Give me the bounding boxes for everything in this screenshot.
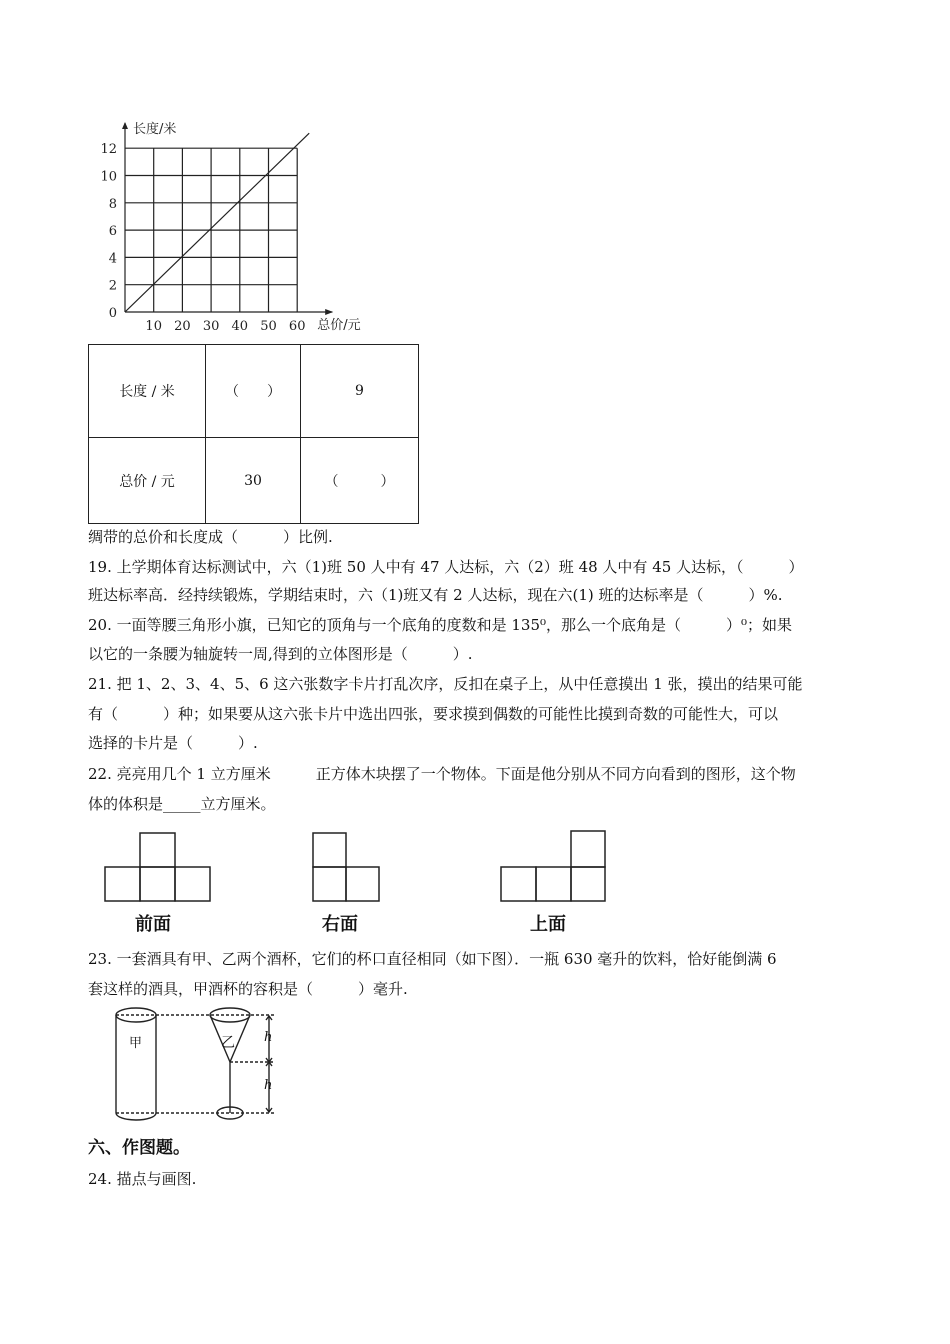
- x-tick-label: 40: [231, 319, 249, 334]
- height-label: h: [264, 1030, 273, 1045]
- table-head-length: 长度 / 米: [89, 345, 206, 438]
- three-view-figures: [0, 825, 950, 910]
- view-label-front: 前面: [135, 914, 171, 935]
- q19-line2: 班达标率高．经持续锻炼，学期结束时，六（1)班又有 2 人达标，现在六(1) 班的达标率是（ ）%.: [88, 586, 783, 604]
- y-tick-label: 0: [108, 306, 117, 321]
- q23-line1: 23. 一套酒具有甲、乙两个酒杯，它们的杯口直径相同（如下图）．一瓶 630 毫升的饮料，恰好能倒满 6: [88, 950, 777, 968]
- table-head-price: 总价 / 元: [89, 438, 206, 524]
- q20-line1: 20. 一面等腰三角形小旗，已知它的顶角与一个底角的度数和是 135⁰，那么一个底角是（ ）⁰；如果: [88, 616, 793, 634]
- q22-line2: 体的体积是_____立方厘米。: [88, 795, 276, 813]
- price-length-graph: [95, 115, 385, 340]
- q21-line1: 21. 把 1、2、3、4、5、6 这六张数字卡片打乱次序，反扣在桌子上，从中任意摸出 1 张，摸出的结果可能: [88, 675, 803, 693]
- q22-line1: 22. 亮亮用几个 1 立方厘米 正方体木块摆了一个物体。下面是他分别从不同方向看到的图形，这个物: [88, 765, 796, 783]
- x-tick-label: 50: [260, 319, 277, 334]
- q19-line1: 19. 上学期体育达标测试中，六（1)班 50 人中有 47 人达标，六（2）班 48 人中有 45 人达标，（ ）: [88, 558, 804, 576]
- cup-b-label: 乙: [221, 1035, 235, 1051]
- section-6-heading: 六、作图题。: [88, 1138, 190, 1158]
- y-tick-label: 2: [108, 278, 117, 294]
- q18-tail: 绸带的总价和长度成（ ）比例.: [88, 528, 333, 546]
- y-axis-arrow: [122, 122, 128, 129]
- q21-line3: 选择的卡片是（ ）.: [88, 734, 258, 752]
- x-axis-title: 总价/元: [317, 318, 361, 333]
- q23-line2: 套这样的酒具，甲酒杯的容积是（ ）毫升.: [88, 980, 408, 998]
- y-tick-label: 12: [100, 142, 117, 158]
- y-tick-label: 6: [108, 224, 117, 240]
- q20-line2: 以它的一条腰为轴旋转一周,得到的立体图形是（ ）.: [88, 645, 473, 663]
- x-tick-label: 10: [145, 319, 162, 334]
- q21-line2: 有（ ）种；如果要从这六张卡片中选出四张，要求摸到偶数的可能性比摸到奇数的可能性大，可以: [88, 705, 779, 723]
- right-view: [313, 833, 379, 901]
- view-label-top: 上面: [530, 914, 566, 935]
- height-label: h: [264, 1078, 273, 1093]
- front-view: [105, 833, 210, 901]
- q24: 24. 描点与画图.: [88, 1170, 197, 1188]
- y-tick-label: 10: [100, 169, 117, 185]
- y-tick-label: 4: [108, 251, 117, 267]
- x-tick-label: 60: [288, 319, 306, 334]
- top-view: [501, 831, 605, 901]
- table-cell: 30: [206, 438, 301, 524]
- x-tick-label: 20: [174, 319, 191, 334]
- view-label-right: 右面: [322, 914, 358, 935]
- table-cell: 9: [301, 345, 419, 438]
- table-cell: （ ）: [301, 438, 419, 524]
- y-tick-label: 8: [108, 196, 117, 212]
- x-tick-label: 30: [202, 319, 220, 334]
- cup-a-label: 甲: [129, 1036, 143, 1051]
- table-cell: （ ）: [206, 345, 301, 438]
- wine-cups-figure: [95, 1000, 295, 1125]
- x-axis-arrow: [325, 309, 333, 315]
- price-length-table: [88, 344, 419, 524]
- y-axis-title: 长度/米: [133, 122, 177, 137]
